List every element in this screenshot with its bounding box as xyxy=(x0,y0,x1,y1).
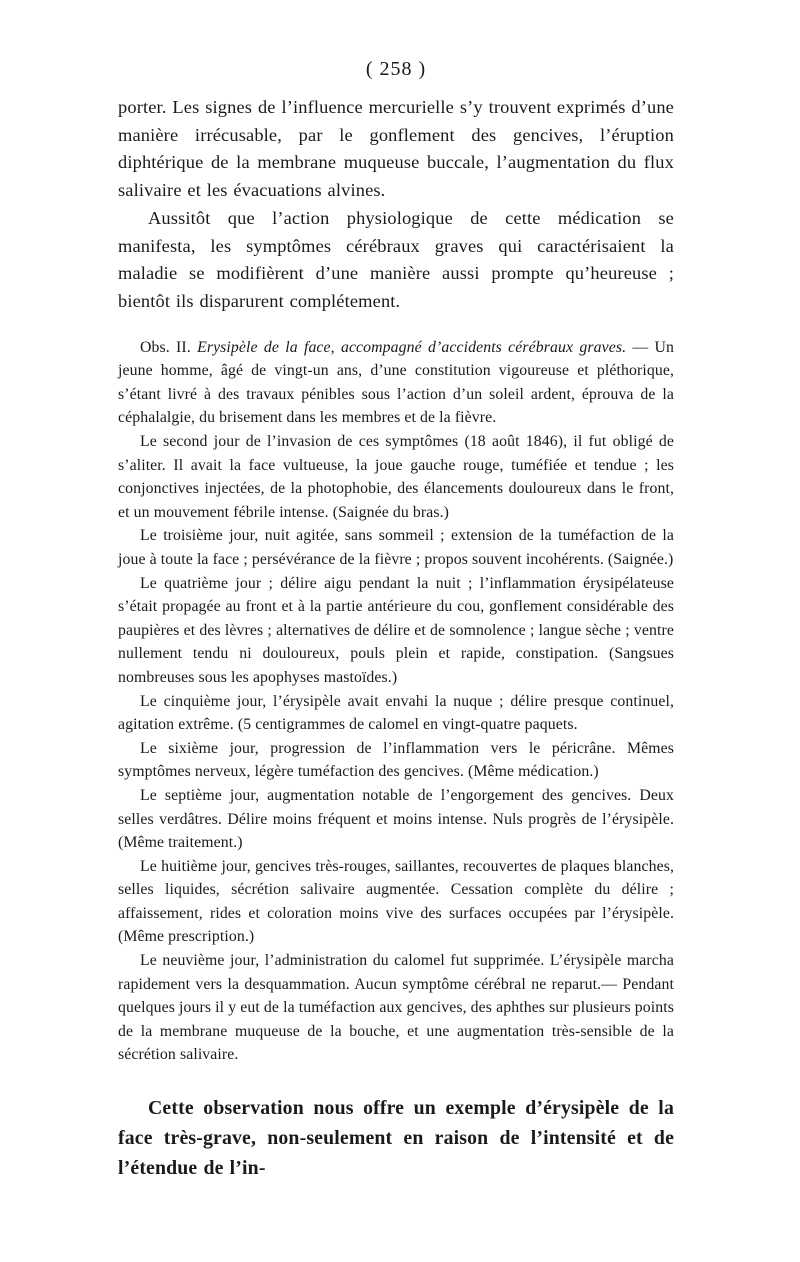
observation-day-7: Le septième jour, augmentation notable de l’engorgement des gencives. Deux selles verdâtres. Délire moins fréquent et moins intense. Nuls progrès de l’érysipèle. (Même traitement.) xyxy=(118,786,674,852)
observation-day-8: Le huitième jour, gencives très-rouges, saillantes, recouvertes de plaques blanches, selles liquides, sécrétion salivaire augmentée. Cessation complète du délire ; affaissement, rides et coloration moins vive des surfaces occupées par l’érysipèle. (Même prescription.) xyxy=(118,857,674,946)
page-number: ( 258 ) xyxy=(365,58,427,80)
observation-label: Obs. II. xyxy=(140,338,191,356)
book-page xyxy=(118,56,674,1183)
observation-day-2: Le second jour de l’invasion de ces symptômes (18 août 1846), il fut obligé de s’aliter. Il avait la face vultueuse, la joue gauche rouge, tuméfiée et tendue ; les conjonctives injectées, de la photophobie, des élancements douloureux dans le front, et un mouvement fébrile intense. (Saignée du bras.) xyxy=(118,433,674,521)
closing-block xyxy=(118,1093,674,1183)
observation-title: Erysipèle de la face, accompagné d’accidents cérébraux graves. xyxy=(197,338,627,356)
observation-heading xyxy=(118,336,674,430)
observation-block xyxy=(118,336,674,1067)
observation-day-4: Le quatrième jour ; délire aigu pendant la nuit ; l’inflammation érysipélateuse s’était propagée au front et à la partie antérieure du cou, gonflement considérable des paupières et des lèvres ; alternatives de délire et de somnolence ; langue sèche ; ventre nullement tendu ni douloureux, pouls plein et rapide, constipation. (Sangsues nombreuses sous les apophyses mastoïdes.) xyxy=(118,574,674,686)
closing-paragraph: Cette observation nous offre un exemple d’érysipèle de la face très-grave, non-seulement en raison de l’intensité et de l’étendue de l’in- xyxy=(118,1097,674,1180)
paragraph-continuation: porter. Les signes de l’influence mercurielle s’y trouvent exprimés d’une manière irrécusable, par le gonflement des gencives, l’éruption diphtérique de la membrane muqueuse buccale, l’augmentation du flux salivaire et les évacuations alvines. xyxy=(118,97,674,201)
observation-day-5: Le cinquième jour, l’érysipèle avait envahi la nuque ; délire presque continuel, agitation extrême. (5 centigrammes de calomel en vingt-quatre paquets. xyxy=(118,692,674,734)
observation-day-9: Le neuvième jour, l’administration du calomel fut supprimée. L’érysipèle marcha rapidement vers la desquammation. Aucun symptôme cérébral ne reparut.— Pendant quelques jours il y eut de la tuméfaction aux gencives, des aphthes sur plusieurs points de la membrane muqueuse de la bouche, et une augmentation très-sensible de la sécrétion salivaire. xyxy=(118,952,674,1064)
observation-day-6: Le sixième jour, progression de l’inflammation vers le péricrâne. Mêmes symptômes nerveux, légère tuméfaction des gencives. (Même médication.) xyxy=(118,739,674,781)
paragraph-medication-effect: Aussitôt que l’action physiologique de cette médication se manifesta, les symptômes cérébraux graves qui caractérisaient la maladie se modifièrent d’une manière aussi prompte qu’heureuse ; bientôt ils disparurent complétement. xyxy=(118,207,674,311)
observation-intro: — Un jeune homme, âgé de vingt-un ans, d’une constitution vigoureuse et pléthorique, s’étant livré à des travaux pénibles sous l’action d’un soleil ardent, éprouva de la céphalalgie, du brisement dans les membres et de la fièvre. xyxy=(118,338,675,427)
observation-day-3: Le troisième jour, nuit agitée, sans sommeil ; extension de la tuméfaction de la joue à toute la face ; persévérance de la fièvre ; propos souvent incohérents. (Saignée.) xyxy=(118,527,674,568)
